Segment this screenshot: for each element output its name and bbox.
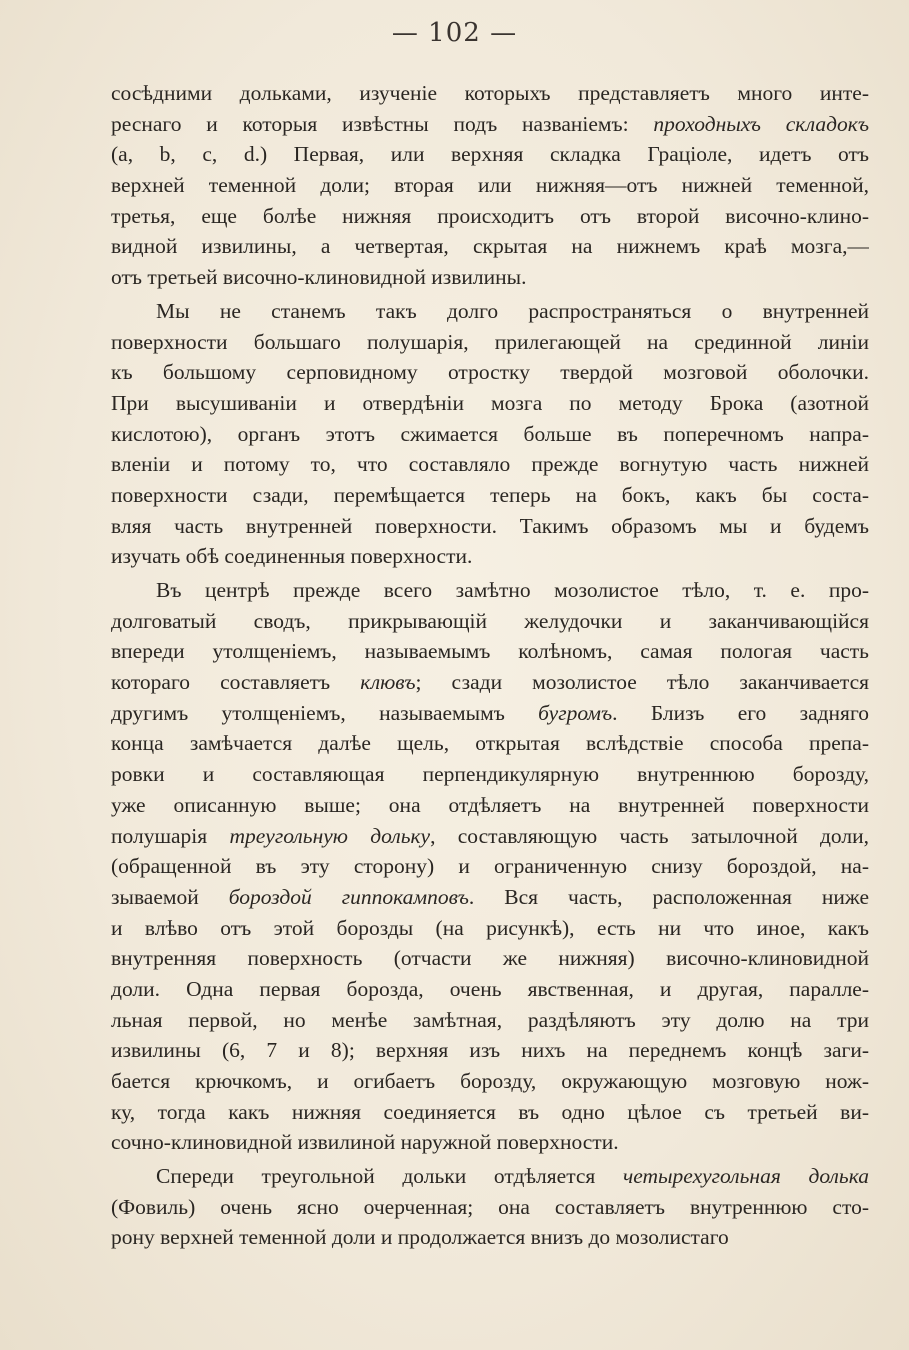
text-line bbox=[111, 109, 869, 140]
text-line bbox=[111, 511, 869, 542]
text-run: Спереди треугольной дольки отдѣляется bbox=[156, 1164, 623, 1189]
text-run: рону верхней теменной доли и продолжается внизъ до мозолистаго bbox=[111, 1225, 729, 1250]
text-run: ; сзади мозолистое тѣло заканчивается bbox=[415, 670, 869, 695]
text-line bbox=[111, 821, 869, 852]
text-run: вленіи и потому то, что составляло прежде вогнутую часть нижней bbox=[111, 452, 869, 477]
text-run: . Близъ его задняго bbox=[612, 700, 869, 725]
paragraph bbox=[111, 296, 869, 572]
text-line bbox=[111, 974, 869, 1005]
italic-term: треугольную дольку bbox=[229, 823, 431, 848]
text-line bbox=[111, 419, 869, 450]
text-line bbox=[111, 943, 869, 974]
text-run: поверхности сзади, перемѣщается теперь на бокъ, какъ бы соста- bbox=[111, 482, 869, 507]
text-run: изучать обѣ соединенныя поверхности. bbox=[111, 544, 473, 569]
text-line bbox=[111, 882, 869, 913]
text-line bbox=[111, 1222, 869, 1253]
text-line bbox=[111, 1005, 869, 1036]
text-run: отъ третьей височно-клиновидной извилины. bbox=[111, 265, 527, 290]
italic-term: бороздой гиппокамповъ bbox=[228, 884, 469, 909]
text-line bbox=[111, 480, 869, 511]
text-line bbox=[111, 1066, 869, 1097]
text-line bbox=[111, 541, 869, 572]
text-line bbox=[111, 449, 869, 480]
text-run: къ большому серповидному отростку твердой мозговой оболочки. bbox=[111, 360, 869, 385]
text-run: (обращенной въ эту сторону) и ограниченную снизу бороздой, на- bbox=[111, 854, 869, 879]
italic-term: бугромъ bbox=[538, 700, 613, 725]
paragraph bbox=[111, 1161, 869, 1253]
text-run: . Вся часть, расположенная ниже bbox=[468, 884, 869, 909]
text-run: доли. Одна первая борозда, очень явственная, и другая, паралле- bbox=[111, 976, 869, 1001]
text-run: третья, еще болѣе нижняя происходитъ отъ второй височно-клино- bbox=[111, 203, 869, 228]
text-line bbox=[111, 357, 869, 388]
text-line bbox=[111, 575, 869, 606]
text-run: ровки и составляющая перпендикулярную внутреннюю борозду, bbox=[111, 762, 869, 787]
text-run: сосѣдними дольками, изученіе которыхъ представляетъ много инте- bbox=[111, 81, 869, 105]
text-line bbox=[111, 78, 869, 109]
body-text bbox=[111, 78, 869, 1253]
text-line bbox=[111, 913, 869, 944]
text-run: верхней теменной доли; вторая или нижняя—отъ нижней теменной, bbox=[111, 173, 869, 198]
page-number: — 102 — bbox=[391, 18, 518, 48]
text-line bbox=[111, 388, 869, 419]
paragraph bbox=[111, 575, 869, 1158]
italic-term: клювъ bbox=[360, 670, 416, 695]
text-run: , составляющую часть затылочной доли, bbox=[430, 823, 869, 848]
text-line bbox=[111, 1035, 869, 1066]
text-run: внутренняя поверхность (отчасти же нижняя) височно-клиновидной bbox=[111, 946, 869, 971]
text-line bbox=[111, 327, 869, 358]
text-line bbox=[111, 1192, 869, 1223]
text-run: вляя часть внутренней поверхности. Такимъ образомъ мы и будемъ bbox=[111, 513, 869, 538]
text-run: видной извилины, а четвертая, скрытая на нижнемъ краѣ мозга,— bbox=[111, 234, 869, 259]
text-line bbox=[111, 1127, 869, 1158]
paragraph bbox=[111, 78, 869, 293]
text-run: поверхности большаго полушарія, прилегающей на срединной линіи bbox=[111, 329, 869, 354]
text-line bbox=[111, 606, 869, 637]
text-run: Мы не станемъ такъ долго распространяться о внутренней bbox=[156, 298, 869, 323]
text-run: (Фовиль) очень ясно очерченная; она составляетъ внутреннюю сто- bbox=[111, 1194, 869, 1219]
text-run: долговатый сводъ, прикрывающій желудочки и заканчивающійся bbox=[111, 608, 869, 633]
text-run: котораго составляетъ bbox=[111, 670, 361, 695]
text-run: ку, тогда какъ нижняя соединяется въ одно цѣлое съ третьей ви- bbox=[111, 1099, 869, 1124]
text-run: уже описанную выше; она отдѣляетъ на внутренней поверхности bbox=[111, 792, 869, 817]
text-line bbox=[111, 698, 869, 729]
text-run: Въ центрѣ прежде всего замѣтно мозолистое тѣло, т. е. про- bbox=[156, 578, 869, 602]
text-run: зываемой bbox=[111, 884, 229, 909]
text-run: сочно-клиновидной извилиной наружной поверхности. bbox=[111, 1130, 619, 1155]
text-run: извилины (6, 7 и 8); верхняя изъ нихъ на переднемъ концѣ заги- bbox=[111, 1038, 869, 1063]
text-run: (a, b, c, d.) Первая, или верхняя складка Граціоле, идетъ отъ bbox=[111, 142, 869, 167]
text-line bbox=[111, 1161, 869, 1192]
text-run: реснаго и которыя извѣстны подъ названіемъ: bbox=[111, 111, 654, 136]
text-run: кислотою), органъ этотъ сжимается больше въ поперечномъ напра- bbox=[111, 421, 869, 446]
italic-term: четырехугольная долька bbox=[622, 1164, 869, 1189]
text-line bbox=[111, 201, 869, 232]
text-line bbox=[111, 296, 869, 327]
text-line bbox=[111, 139, 869, 170]
text-run: При высушиваніи и отвердѣніи мозга по методу Брока (азотной bbox=[111, 390, 869, 415]
text-line bbox=[111, 170, 869, 201]
text-line bbox=[111, 667, 869, 698]
text-run: впереди утолщеніемъ, называемымъ колѣномъ, самая пологая часть bbox=[111, 639, 869, 664]
text-line bbox=[111, 851, 869, 882]
text-run: и влѣво отъ этой борозды (на рисункѣ), есть ни что иное, какъ bbox=[111, 915, 869, 940]
text-line bbox=[111, 759, 869, 790]
text-line bbox=[111, 728, 869, 759]
text-run: другимъ утолщеніемъ, называемымъ bbox=[111, 700, 539, 725]
text-run: полушарія bbox=[111, 823, 230, 848]
text-run: конца замѣчается далѣе щель, открытая вслѣдствіе способа препа- bbox=[111, 731, 869, 756]
text-line bbox=[111, 231, 869, 262]
italic-term: проходныхъ складокъ bbox=[653, 111, 869, 136]
text-line bbox=[111, 262, 869, 293]
text-line bbox=[111, 636, 869, 667]
text-run: льная первой, но менѣе замѣтная, раздѣляютъ эту долю на три bbox=[111, 1007, 869, 1032]
text-line bbox=[111, 1097, 869, 1128]
text-line bbox=[111, 790, 869, 821]
text-run: бается крючкомъ, и огибаетъ борозду, окружающую мозговую нож- bbox=[111, 1069, 869, 1093]
